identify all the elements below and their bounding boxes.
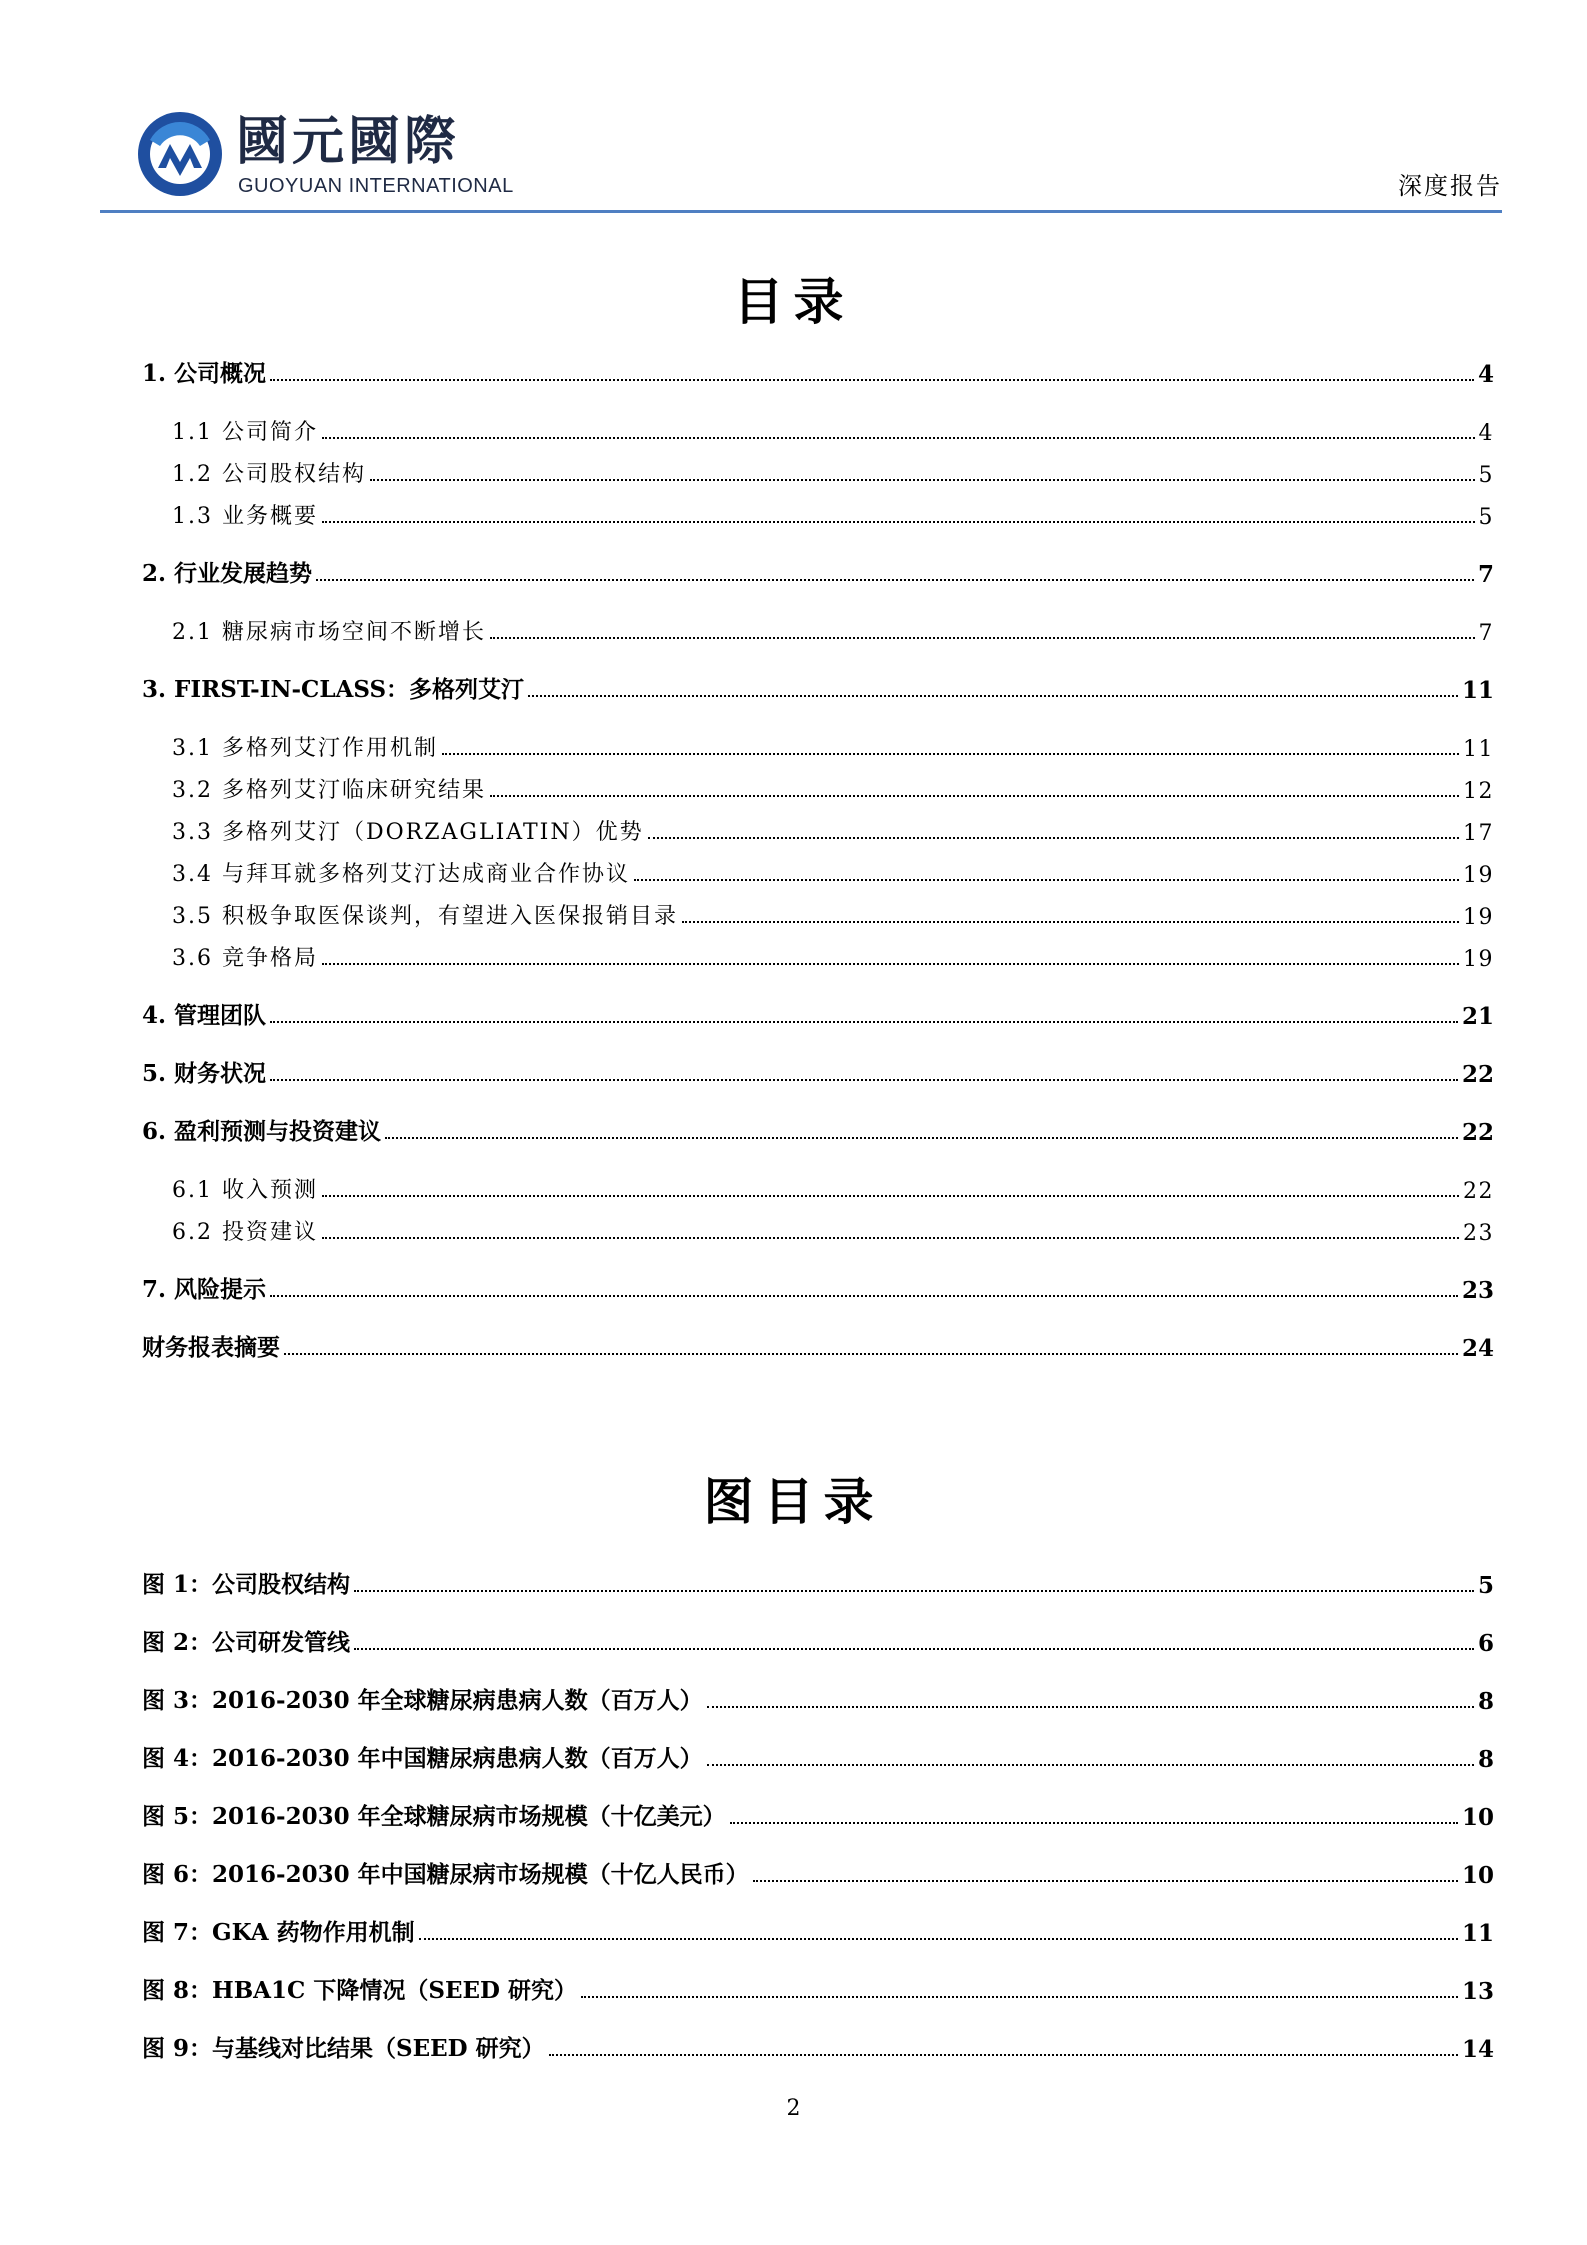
toc-entry-page: 22 [1461,1119,1494,1146]
toc-entry-label: 1.3 业务概要 [172,504,318,529]
toc-section[interactable] [142,1330,1494,1362]
toc-entry-page: 7 [1478,621,1494,646]
dot-leader [270,1295,1458,1297]
dot-leader [322,963,1459,965]
toc-section[interactable] [142,556,1494,588]
figure-entry-label: 图 2：公司研发管线 [142,1629,351,1656]
toc-entry-label: 1. 公司概况 [142,360,267,387]
toc-entry-label: 3.4 与拜耳就多格列艾汀达成商业合作协议 [172,862,630,887]
toc-entry-page: 22 [1461,1061,1494,1088]
toc-entry-page: 22 [1463,1179,1494,1204]
toc-entry-label: 5. 财务状况 [142,1060,267,1087]
figure-entry[interactable] [142,1625,1494,1657]
toc-entry-label: 1.1 公司简介 [172,420,318,445]
toc-entry-page: 19 [1463,905,1494,930]
toc-entry-label: 3.5 积极争取医保谈判，有望进入医保报销目录 [172,904,678,929]
toc-subsection[interactable] [142,498,1494,530]
toc-subsection[interactable] [142,772,1494,804]
toc-entry-label: 2. 行业发展趋势 [142,560,313,587]
toc-subsection[interactable] [142,614,1494,646]
dot-leader [354,1648,1474,1650]
toc-entry-label: 3.6 竞争格局 [172,946,318,971]
figure-entry-page: 8 [1477,1688,1494,1715]
dot-leader [707,1764,1474,1766]
page-number: 2 [786,2096,801,2121]
toc-section[interactable] [142,1056,1494,1088]
toc-section[interactable] [142,1272,1494,1304]
dot-leader [490,637,1475,639]
toc-entry-page: 23 [1461,1277,1494,1304]
dot-leader [284,1353,1458,1355]
dot-leader [370,479,1475,481]
dot-leader [682,921,1459,923]
toc-subsection[interactable] [142,1214,1494,1246]
toc-subsection[interactable] [142,856,1494,888]
dot-leader [322,1195,1459,1197]
toc-entry-page: 23 [1463,1221,1494,1246]
toc-entry-page: 24 [1461,1335,1494,1362]
toc-entry-page: 5 [1478,505,1494,530]
toc-entry-label: 3. FIRST-IN-CLASS：多格列艾汀 [142,676,525,703]
dot-leader [581,1996,1458,1998]
toc-subsection[interactable] [142,730,1494,762]
toc-title: 目录 [733,273,854,331]
toc-subsection[interactable] [142,414,1494,446]
toc-entry-page: 11 [1463,737,1494,762]
toc-entry-page: 19 [1463,947,1494,972]
figure-entry[interactable] [142,1799,1494,1831]
dot-leader [322,521,1475,523]
figure-entry[interactable] [142,1567,1494,1599]
figure-entry-page: 11 [1461,1920,1494,1947]
toc-entry-label: 2.1 糖尿病市场空间不断增长 [172,620,486,645]
figure-entry[interactable] [142,1741,1494,1773]
figure-entry-label: 图 7：GKA 药物作用机制 [142,1919,415,1946]
toc-entry-label: 财务报表摘要 [142,1334,280,1361]
toc-entry-label: 6.1 收入预测 [172,1178,318,1203]
figure-entry-page: 6 [1477,1630,1494,1657]
toc-subsection[interactable] [142,898,1494,930]
toc-entry-label: 6.2 投资建议 [172,1220,318,1245]
figure-entry-label: 图 6：2016-2030 年中国糖尿病市场规模（十亿人民币） [142,1861,749,1888]
toc-section[interactable] [142,1114,1494,1146]
toc-entry-label: 4. 管理团队 [142,1002,267,1029]
figure-entry-page: 14 [1461,2036,1494,2063]
figure-entry-label: 图 9：与基线对比结果（SEED 研究） [142,2035,545,2062]
figure-entry-label: 图 5：2016-2030 年全球糖尿病市场规模（十亿美元） [142,1803,726,1830]
guoyuan-logo-icon [136,110,224,198]
company-logo [136,108,576,204]
figure-entry-page: 5 [1477,1572,1494,1599]
dot-leader [549,2054,1458,2056]
figure-entry[interactable] [142,1683,1494,1715]
dot-leader [730,1822,1458,1824]
dot-leader [270,1079,1458,1081]
toc-entry-page: 4 [1477,361,1494,388]
figure-entry-label: 图 1：公司股权结构 [142,1571,351,1598]
toc-entry-page: 21 [1461,1003,1494,1030]
header-divider [100,210,1502,213]
figures-title: 图目录 [703,1473,884,1531]
toc-subsection[interactable] [142,456,1494,488]
toc-section[interactable] [142,998,1494,1030]
toc-entry-label: 6. 盈利预测与投资建议 [142,1118,382,1145]
toc-entry-page: 19 [1463,863,1494,888]
toc-entry-label: 1.2 公司股权结构 [172,462,366,487]
dot-leader [316,579,1474,581]
logo-chinese-name: 國元國際 [236,112,461,172]
figure-entry[interactable] [142,1857,1494,1889]
logo-english-name: GUOYUAN INTERNATIONAL [238,175,514,197]
toc-entry-page: 5 [1478,463,1494,488]
figure-entry[interactable] [142,1915,1494,1947]
toc-entry-page: 7 [1477,561,1494,588]
toc-subsection[interactable] [142,1172,1494,1204]
toc-entry-page: 17 [1463,821,1494,846]
page-header [100,108,1502,214]
figure-entry[interactable] [142,2031,1494,2063]
toc-entry-page: 4 [1478,421,1494,446]
dot-leader [753,1880,1458,1882]
dot-leader [385,1137,1458,1139]
dot-leader [270,379,1474,381]
document-type: 深度报告 [1398,172,1502,200]
toc-section[interactable] [142,672,1494,704]
toc-entry-label: 3.3 多格列艾汀（DORZAGLIATIN）优势 [172,820,644,845]
figure-entry-page: 10 [1461,1862,1494,1889]
figure-entry-page: 10 [1461,1804,1494,1831]
figure-entry[interactable] [142,1973,1494,2005]
dot-leader [490,795,1459,797]
figure-entry-page: 8 [1477,1746,1494,1773]
dot-leader [270,1021,1458,1023]
toc-subsection[interactable] [142,814,1494,846]
toc-entry-page: 12 [1463,779,1494,804]
toc-subsection[interactable] [142,940,1494,972]
toc-entry-label: 3.2 多格列艾汀临床研究结果 [172,778,486,803]
toc-entry-label: 7. 风险提示 [142,1276,267,1303]
toc-entry-label: 3.1 多格列艾汀作用机制 [172,736,438,761]
dot-leader [419,1938,1458,1940]
dot-leader [634,879,1459,881]
dot-leader [442,753,1459,755]
dot-leader [354,1590,1474,1592]
figure-entry-label: 图 4：2016-2030 年中国糖尿病患病人数（百万人） [142,1745,703,1772]
dot-leader [648,837,1459,839]
dot-leader [528,695,1458,697]
figure-entry-label: 图 3：2016-2030 年全球糖尿病患病人数（百万人） [142,1687,703,1714]
dot-leader [322,1237,1459,1239]
dot-leader [322,437,1475,439]
toc-entry-page: 11 [1461,677,1494,704]
dot-leader [707,1706,1474,1708]
figure-entry-page: 13 [1461,1978,1494,2005]
toc-section[interactable] [142,356,1494,388]
figure-entry-label: 图 8：HBA1C 下降情况（SEED 研究） [142,1977,577,2004]
